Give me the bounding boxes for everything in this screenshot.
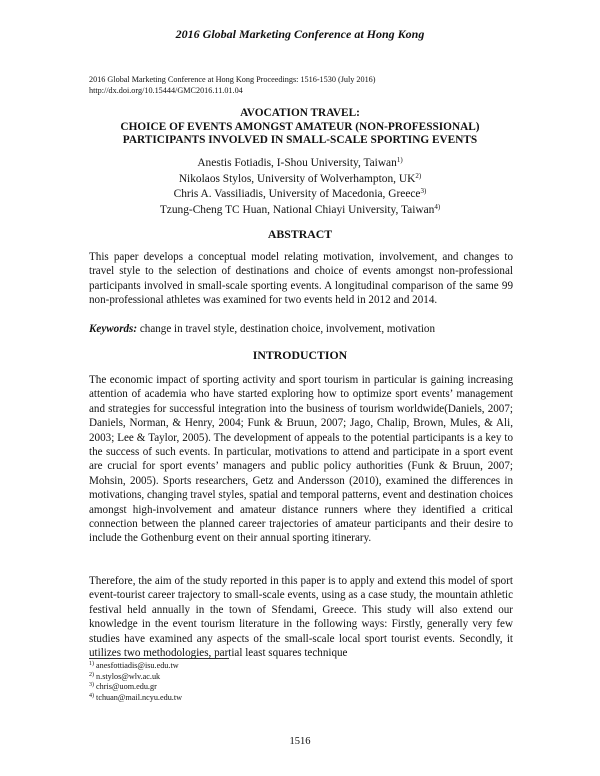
citation-block: [89, 74, 519, 96]
abstract-text: This paper develops a conceptual model relating motivation, involvement, and changes to travel style to the selection of destinations and choice of events amongst non-professional participants involved in small-scale sporting events. A longitudinal comparison of the same 99 non-professional athletes was examined for two events held in 2012 and 2014.: [89, 251, 513, 307]
footnote-item: [89, 672, 389, 683]
author-line: [60, 156, 540, 172]
footnote-mark: 4): [89, 692, 94, 699]
keywords-text: change in travel style, destination choice, involvement, motivation: [137, 323, 435, 335]
abstract-heading: ABSTRACT: [267, 227, 333, 241]
author-affiliation: Tzung-Cheng TC Huan, National Chiayi University, Taiwan: [159, 203, 435, 216]
introduction-paragraph-1: The economic impact of sporting activity and sport tourism in particular is gaining increasing attention of academia who have started exploring how to optimize sport events’ management and strategies for successful integration into the business of tourism worldwide(Daniels, 2007; Daniels, Norman, & Henry, 2004; Funk & Bruun, 2007; Jago, Chalip, Brown, Mules, & Ali, 2003; Lee & Taylor, 2005). The development of appeals to the potential participants is a key to the success of such events. In particular, motivations to attend and participate in a sport event are crucial for sport events’ managers and public policy authorities (Funk & Bruun, 2007; Mohsin, 2005). Sports researchers, Getz and Andersson (2010), examined the differences in motivations, changing travel styles, spatial and temporal patterns, event and destination choices amongst high-involvement and amateur distance runners where they identified a critical connection between the planned career trajectories of amateur participants and their desire to include the Gothenburg event on their annual sporting itinerary.: [89, 374, 513, 545]
author-affiliation: Anestis Fotiadis, I-Shou University, Taiwan: [197, 157, 397, 169]
citation-doi: http://dx.doi.org/10.15444/GMC2016.11.01.04: [89, 86, 243, 95]
author-affiliation: Nikolaos Stylos, University of Wolverhampton, UK: [178, 172, 416, 185]
footnote-mark: 2): [89, 671, 94, 678]
footnote-email: n.stylos@wlv.ac.uk: [94, 671, 161, 681]
citation-proceedings: 2016 Global Marketing Conference at Hong Kong Proceedings: 1516-1530 (July 2016): [89, 75, 376, 84]
title-line-2: CHOICE OF EVENTS AMONGST AMATEUR (NON-PROFESSIONAL): [120, 120, 480, 133]
author-footnote-mark: 1): [396, 156, 403, 164]
footnote-mark: 1): [89, 661, 94, 667]
running-head: 2016 Global Marketing Conference at Hong Kong: [175, 27, 425, 41]
footnote-email: anesfottiadis@isu.edu.tw: [94, 661, 179, 670]
author-footnote-mark: 3): [420, 187, 427, 195]
keywords-label: Keywords:: [89, 323, 138, 335]
footnote-mark: 3): [89, 682, 94, 689]
author-affiliation: Chris A. Vassiliadis, University of Macedonia, Greece: [173, 188, 421, 200]
author-line: [60, 187, 540, 203]
introduction-paragraph-2: Therefore, the aim of the study reported in this paper is to apply and extend this model of sport event-tourist career trajectory to small-scale events, using as a case study, the mountain athletic festival held annually in the town of Sfendami, Greece. This study will also extend our knowledge in the event tourism literature in the following ways: Firstly, generally very few studies have examined any aspects of the small-scale local sport tourist events. Secondly, it utilizes two methodologies, partial least squares technique: [89, 575, 513, 660]
footnote-item: [89, 693, 389, 704]
paper-title: [60, 107, 540, 148]
author-footnote-mark: 2): [415, 171, 422, 180]
footnote-divider: [89, 658, 229, 659]
footnotes: [89, 661, 389, 703]
author-line: [60, 172, 540, 188]
footnote-email: tchuan@mail.ncyu.edu.tw: [94, 692, 183, 702]
footnote-email: chris@uom.edu.gr: [94, 682, 157, 692]
author-list: [60, 156, 540, 218]
page-number: 1516: [289, 736, 311, 747]
title-line-3: PARTICIPANTS INVOLVED IN SMALL-SCALE SPORTING EVENTS: [122, 134, 478, 146]
introduction-heading: INTRODUCTION: [252, 348, 348, 362]
title-line-1: AVOCATION TRAVEL:: [240, 107, 360, 119]
author-line: [60, 203, 540, 219]
author-footnote-mark: 4): [434, 202, 441, 211]
footnote-item: [89, 661, 389, 672]
footnote-item: [89, 682, 389, 693]
keywords: [89, 322, 513, 336]
